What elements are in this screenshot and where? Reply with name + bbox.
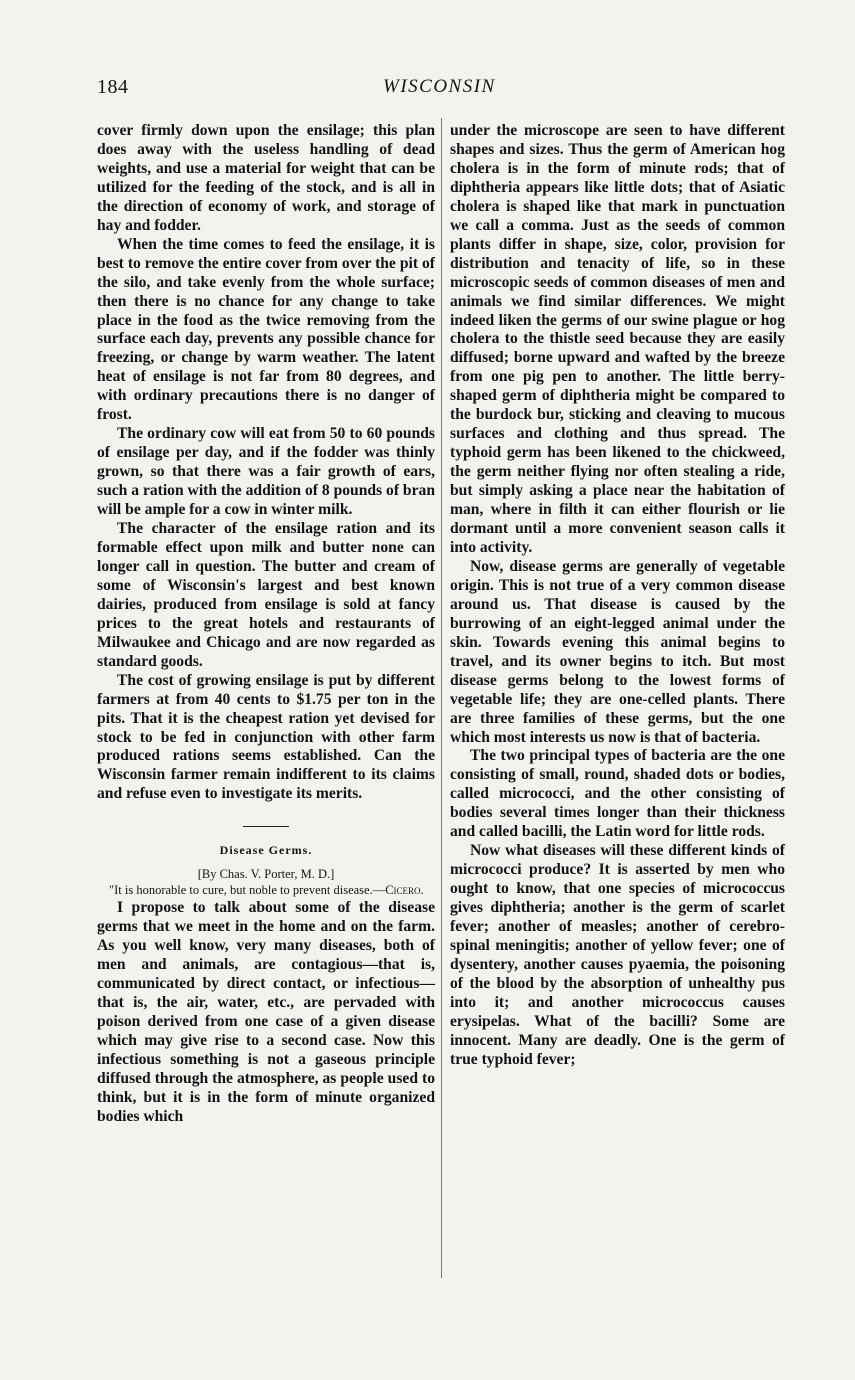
- paragraph: Now, disease germs are generally of vegetable origin. This is not true of a very common disease around us. That disease is caused by the burrowing of an eight-legged animal under the skin. Towards evening this animal begins to travel, and its owner begins to itch. But most disease germs belong to the lowest forms of vegetable life; they are one-celled plants. There are three families of these germs, but the one which most interests us now is that of bacteria.: [450, 557, 785, 746]
- byline: [By Chas. V. Porter, M. D.]: [197, 867, 335, 882]
- epigraph-text: "It is honorable to cure, but noble to prevent disease.: [109, 883, 373, 898]
- section-title: Disease Germs.: [219, 843, 313, 858]
- left-column: [97, 122, 435, 1127]
- paragraph: The cost of growing ensilage is put by different farmers at from 40 cents to $1.75 per ton in the pits. That it is the cheapest ration yet devised for stock to be fed in conjunction with other farm produced rations seems established. Can the Wisconsin farmer remain indifferent to its claims and refuse even to investigate its merits.: [97, 671, 435, 803]
- paragraph: Now what diseases will these different kinds of micrococci produce? It is asserted by men who ought to know, that one species of micrococcus gives diphtheria; another is the germ of scarlet fever; another of measles; another of cerebro-spinal meningitis; another of yellow fever; one of dysentery, another causes pyaemia, the poisoning of the blood by the absorption of unhealthy pus into it; and another micrococcus causes erysipelas. What of the bacilli? Some are innocent. Many are deadly. One is the germ of true typhoid fever;: [450, 842, 785, 1068]
- epigraph-attribution: —Cicero.: [372, 883, 424, 898]
- page-header: [97, 76, 787, 102]
- section-divider: [243, 826, 289, 827]
- paragraph: I propose to talk about some of the disease germs that we meet in the home and on the farm. As you well know, very many diseases, both of men and animals, are contagious—that is, communicated by direct contact, or infectious—that is, the air, water, etc., are pervaded with poison derived from one case of a given disease which may give rise to a second case. Now this infectious something is not a gaseous principle diffused through the atmosphere, as people used to think, but it is in the form of minute organized bodies which: [97, 899, 435, 1125]
- paragraph: The ordinary cow will eat from 50 to 60 pounds of ensilage per day, and if the fodder was thinly grown, so that there was a fair growth of ears, such a ration with the addition of 8 pounds of bran will be ample for a cow in winter milk.: [97, 425, 435, 519]
- paragraph: The character of the ensilage ration and its formable effect upon milk and butter none can longer call in question. The butter and cream of some of Wisconsin's largest and best known dairies, produced from ensilage is sold at fancy prices to the great hotels and restaurants of Milwaukee and Chicago and are now regarded as standard goods.: [97, 520, 435, 670]
- running-title: WISCONSIN: [383, 76, 496, 97]
- right-column: [450, 122, 785, 1070]
- paragraph: cover firmly down upon the ensilage; this plan does away with the useless handling of dead weights, and use a material for weight that can be utilized for the feeding of the stock, and is all in the direction of economy of work, and storage of hay and fodder.: [97, 122, 435, 234]
- paragraph: The two principal types of bacteria are the one consisting of small, round, shaded dots or bodies, called micrococci, and the other consisting of bodies several times longer than their thickness and called bacilli, the Latin word for little rods.: [450, 747, 785, 841]
- column-divider: [441, 118, 442, 1278]
- paragraph: When the time comes to feed the ensilage, it is best to remove the entire cover from over the pit of the silo, and take evenly from the whole surface; then there is no chance for any change to take place in the food as the twice removing from the surface each day, prevents any possible chance for freezing, or change by warm weather. The latent heat of ensilage is not far from 80 degrees, and with ordinary precautions there is no danger of frost.: [97, 235, 435, 424]
- page-number: 184: [97, 76, 129, 98]
- epigraph: [97, 883, 435, 897]
- paragraph: under the microscope are seen to have different shapes and sizes. Thus the germ of American hog cholera is in the form of minute rods; that of diphtheria appears like little dots; that of Asiatic cholera is shaped like that mark in punctuation we call a comma. Just as the seeds of common plants differ in shape, size, color, provision for distribution and tenacity of life, so in these microscopic seeds of common diseases of men and animals we find similar differences. We might indeed liken the germs of our swine plague or hog cholera to the thistle seed because they are easily diffused; borne upward and wafted by the breeze from one pig pen to another. The little berry-shaped germ of diphtheria might be compared to the burdock bur, sticking and cleaving to mucous surfaces and clothing and thus spread. The typhoid germ has been likened to the chickweed, the germ neither flying nor often stealing a ride, but simply asking a place near the habitation of man, where in filth it can either flourish or lie dormant until a more convenient season calls it into activity.: [450, 122, 785, 556]
